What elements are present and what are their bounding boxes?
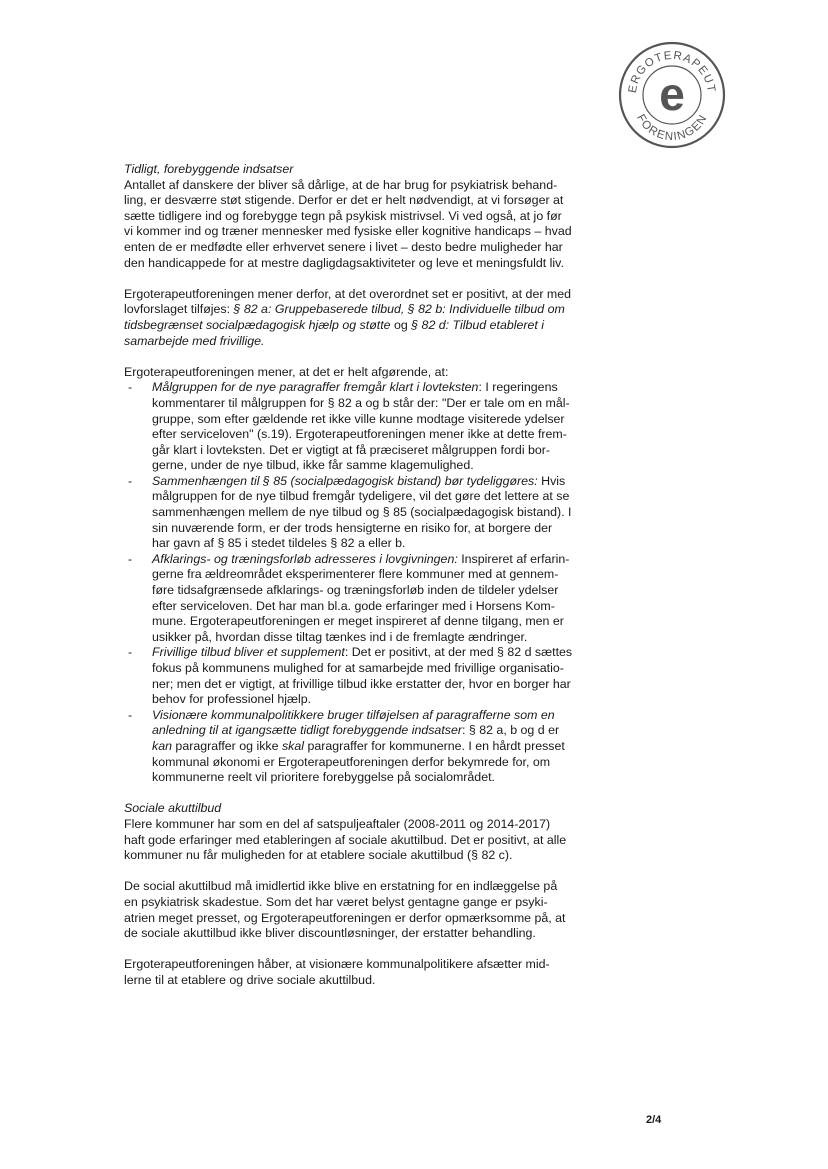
text-line: gruppe, som efter gældende ret ikke ville kunne modtage visiterede ydelser: [152, 411, 565, 426]
letter-body: [124, 162, 610, 988]
text-line: går klart i lovteksten. Det er vigtigt at få præciseret målgruppen fordi bor-: [152, 442, 551, 457]
logo-top-text: ERGOTERAPEUT: [626, 49, 718, 94]
text-line: Antallet af danskere der bliver så dårlige, at de har brug for psykiatrisk behand-: [124, 177, 558, 192]
text-line: sammenhængen mellem de nye tilbud og § 85 (socialpædagogisk bistand). I: [152, 505, 572, 520]
text-line: kan paragraffer og ikke skal paragraffer for kommunerne. I en hårdt presset: [152, 738, 565, 753]
text-line: atrien meget presset, og Ergoterapeutforeningen er derfor opmærksomme på, at: [124, 910, 566, 925]
text-line: målgruppen for de nye tilbud fremgår tydeligere, vil det gøre det lettere at se: [152, 489, 570, 504]
text-line: Ergoterapeutforeningen mener derfor, at det overordnet set er positivt, at der med: [124, 286, 572, 301]
bullet-dash: -: [128, 707, 133, 722]
text-line: ner; men det er vigtigt, at frivillige tilbud ikke erstatter der, hvor en borger har: [152, 676, 571, 691]
list-item: [124, 645, 610, 707]
text-line: den handicappede for at mestre dagligdagsaktiviteter og leve et meningsfuldt liv.: [124, 255, 564, 270]
text-line: sin nuværende form, er der trods hensigterne en risiko for, at borgere der: [152, 520, 553, 535]
text-line: ling, er desværre støt stigende. Derfor er det er helt nødvendigt, at vi forsøger at: [124, 193, 564, 208]
page-number: 2/4: [646, 1114, 662, 1126]
text-line: har gavn af § 85 i stedet tildeles § 82 a eller b.: [152, 536, 406, 551]
text-line: kommunal økonomi er Ergoterapeutforeningen derfor bekymrede for, om: [152, 754, 551, 769]
text-line: mune. Ergoterapeutforeningen er meget inspireret af denne tilgang, men er: [152, 614, 564, 629]
text-line: Flere kommuner har som en del af satspuljeaftaler (2008-2011 og 2014-2017): [124, 816, 551, 831]
logo-bottom-text: FORENINGEN: [634, 112, 710, 144]
text-line: gerne, under de nye tilbud, ikke får samme klagemulighed.: [152, 458, 474, 473]
bullet-dash: -: [128, 473, 133, 488]
text-line: Afklarings- og træningsforløb adresseres i lovgivningen: Inspireret af erfarin-: [152, 551, 570, 566]
text-line: usikker på, hvordan disse tiltag tænkes ind i de fremlagte ændringer.: [152, 629, 528, 644]
bullet-dash: -: [128, 551, 133, 566]
list-item: [124, 708, 610, 786]
heading-sociale-akuttilbud: Sociale akuttilbud: [124, 801, 222, 816]
text-line: Visionære kommunalpolitikkere bruger tilføjelsen af paragrafferne som en: [152, 707, 555, 722]
text-line: efter serviceloven" (s.19). Ergoterapeutforeningen mener ikke at dette frem-: [152, 427, 567, 442]
text-line: Sammenhængen til § 85 (socialpædagogisk bistand) bør tydeliggøres: Hvis: [152, 473, 566, 488]
text-line: gerne fra ældreområdet eksperimenterer flere kommuner med at gennem-: [152, 567, 559, 582]
text-line: lerne til at etablere og drive sociale akuttilbud.: [124, 972, 376, 987]
text-line: behov for professionel hjælp.: [152, 692, 312, 707]
text-line: kommunerne reelt vil prioritere forebyggelse på socialområdet.: [152, 770, 495, 785]
text-line: De social akuttilbud må imidlertid ikke blive en erstatning for en indlæggelse på: [124, 879, 558, 894]
text-line: kommuner nu får muligheden for at etablere sociale akuttilbud (§ 82 c).: [124, 848, 513, 863]
text-line: haft gode erfaringer med etableringen af sociale akuttilbud. Det er positivt, at alle: [124, 832, 567, 847]
text-line: Målgruppen for de nye paragraffer fremgår klart i lovteksten: I regeringens: [152, 380, 558, 395]
text-line: anledning til at igangsætte tidligt forebyggende indsatser: § 82 a, b og d er: [152, 723, 560, 738]
text-line: fokus på kommunens mulighed for at samarbejde med frivillige organisatio-: [152, 661, 564, 675]
list-item: [124, 552, 610, 646]
text-line: lovforslaget tilføjes: § 82 a: Gruppebaserede tilbud, § 82 b: Individuelle tilbud om: [124, 302, 565, 317]
text-line: de sociale akuttilbud ikke bliver discountløsninger, der erstatter behandling.: [124, 926, 536, 941]
text-line: føre tidsafgrænsede afklarings- og træningsforløb inden de tildeler ydelser: [152, 583, 559, 598]
list-item: [124, 380, 610, 474]
text-line: vi kommer ind og træner mennesker med fysiske eller kognitive handicaps – hvad: [124, 224, 572, 239]
text-line: en psykiatrisk skadestue. Som det har været belyst gentagne gange er psyki-: [124, 894, 548, 909]
text-line: efter serviceloven. Det har man bl.a. gode erfaringer med i Horsens Kom-: [152, 598, 555, 613]
bullet-dash: -: [128, 380, 133, 395]
text-line: kommentarer til målgruppen for § 82 a og b står der: "Der er tale om en mål-: [152, 395, 570, 410]
heading-tidligt: Tidligt, forebyggende indsatser: [124, 162, 294, 176]
logo-letter: e: [659, 68, 685, 120]
text-line: Ergoterapeutforeningen håber, at visionære kommunalpolitikere afsætter mid-: [124, 957, 550, 972]
text-line: Ergoterapeutforeningen mener, at det er helt afgørende, at:: [124, 364, 449, 379]
text-line: tidsbegrænset socialpædagogisk hjælp og støtte og § 82 d: Tilbud etableret i: [124, 317, 545, 332]
ergoterapeut-foreningen-logo: [617, 40, 727, 150]
text-line: enten de er medfødte eller erhvervet senere i livet – desto bedre muligheder har: [124, 239, 563, 254]
list-item: [124, 474, 610, 552]
text-line: Frivillige tilbud bliver et supplement: Det er positivt, at der med § 82 d sættes: [152, 645, 573, 660]
text-line: sætte tidligere ind og forebygge tegn på psykisk mistrivsel. Vi ved også, at jo før: [124, 208, 562, 223]
bullet-dash: -: [128, 645, 133, 660]
text-line: samarbejde med frivillige.: [124, 333, 265, 348]
